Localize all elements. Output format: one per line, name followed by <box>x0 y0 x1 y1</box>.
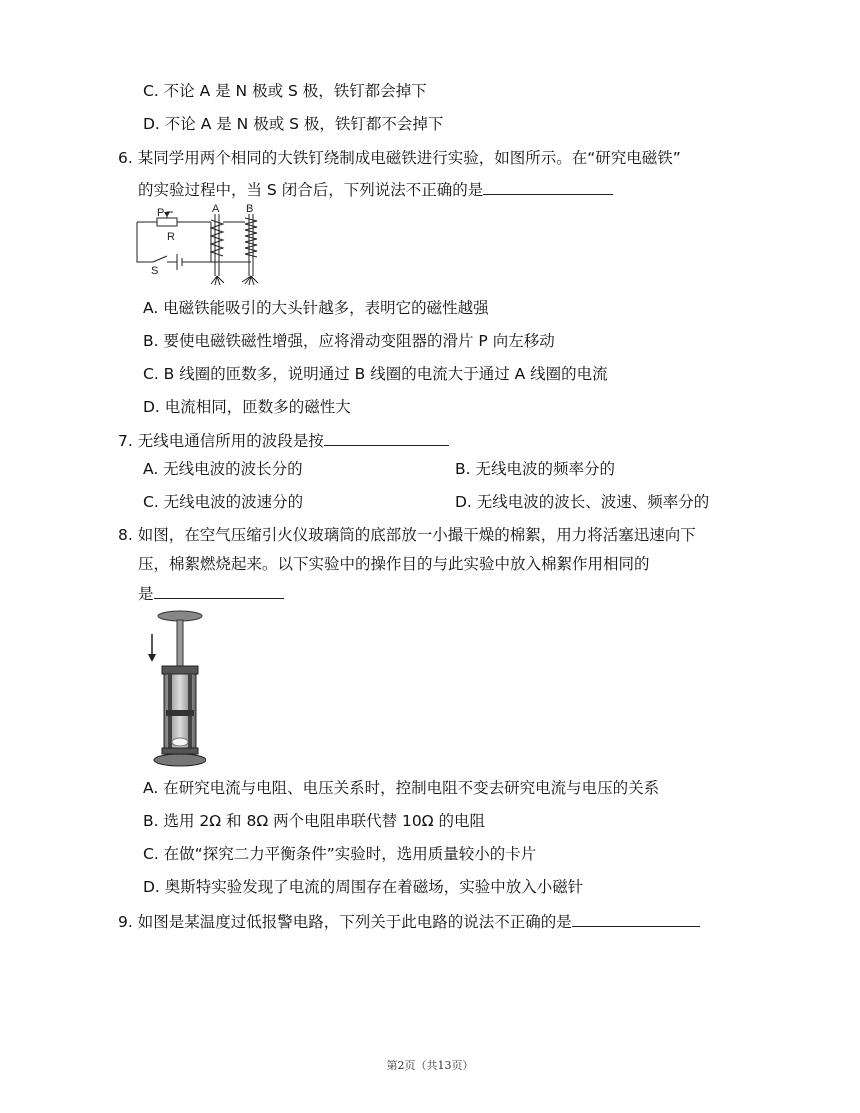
q7-option-d: D. 无线电波的波长、波速、频率分的 <box>455 493 710 511</box>
q7-option-a: A. 无线电波的波长分的 <box>143 460 303 478</box>
q5-option-d: D. 不论 A 是 N 极或 S 极，铁钉都不会掉下 <box>143 115 444 133</box>
air-compression-igniter-figure <box>144 608 206 772</box>
q8-option-a: A. 在研究电流与电阻、电压关系时，控制电阻不变去研究电流与电压的关系 <box>143 779 660 797</box>
q8-option-c: C. 在做“探究二力平衡条件”实验时，选用质量较小的卡片 <box>143 845 537 863</box>
label-a: A <box>212 203 220 215</box>
q7-option-c: C. 无线电波的波速分的 <box>143 493 304 511</box>
q6-stem-line-1: 6. 某同学用两个相同的大铁钉绕制成电磁铁进行实验，如图所示。在“研究电磁铁” <box>118 149 681 167</box>
electromagnet-circuit-figure <box>133 200 273 286</box>
q8-stem-line-2: 压，棉絮燃烧起来。以下实验中的操作目的与此实验中放入棉絮作用相同的 <box>138 555 650 573</box>
q9-stem-text: 9. 如图是某温度过低报警电路，下列关于此电路的说法不正确的是 <box>118 913 572 931</box>
q6-option-a: A. 电磁铁能吸引的大头针越多，表明它的磁性越强 <box>143 299 489 317</box>
label-b: B <box>246 203 254 215</box>
label-s: S <box>151 265 159 277</box>
q6-option-d: D. 电流相同，匝数多的磁性大 <box>143 398 351 416</box>
page-number-footer: 第2页（共13页） <box>386 1059 474 1072</box>
q8-stem-line-1: 8. 如图，在空气压缩引火仪玻璃筒的底部放一小撮干燥的棉絮，用力将活塞迅速向下 <box>118 526 696 544</box>
q6-stem-line-2 <box>138 178 613 201</box>
q7-stem <box>118 429 449 452</box>
slider-arrow-icon <box>164 212 170 217</box>
q8-option-b: B. 选用 2Ω 和 8Ω 两个电阻串联代替 10Ω 的电阻 <box>143 812 486 830</box>
answer-blank <box>154 582 284 599</box>
q8-stem-text: 是 <box>138 585 154 603</box>
q6-stem-text: 的实验过程中，当 S 闭合后，下列说法不正确的是 <box>138 181 484 199</box>
q6-option-c: C. B 线圈的匝数多，说明通过 B 线圈的电流大于通过 A 线圈的电流 <box>143 365 608 383</box>
down-arrow-icon <box>148 654 156 662</box>
q8-stem-line-3 <box>138 582 284 605</box>
q5-option-c: C. 不论 A 是 N 极或 S 极，铁钉都会掉下 <box>143 82 427 100</box>
answer-blank <box>324 429 449 446</box>
answer-blank <box>572 910 700 927</box>
q9-stem <box>118 910 700 933</box>
q7-stem-text: 7. 无线电通信所用的波段是按 <box>118 432 324 450</box>
q8-option-d: D. 奥斯特实验发现了电流的周围存在着磁场，实验中放入小磁针 <box>143 878 584 896</box>
answer-blank <box>483 178 613 195</box>
label-r: R <box>167 231 175 243</box>
q6-option-b: B. 要使电磁铁磁性增强，应将滑动变阻器的滑片 P 向左移动 <box>143 332 555 350</box>
label-p: P <box>157 207 165 219</box>
q7-option-b: B. 无线电波的频率分的 <box>455 460 615 478</box>
